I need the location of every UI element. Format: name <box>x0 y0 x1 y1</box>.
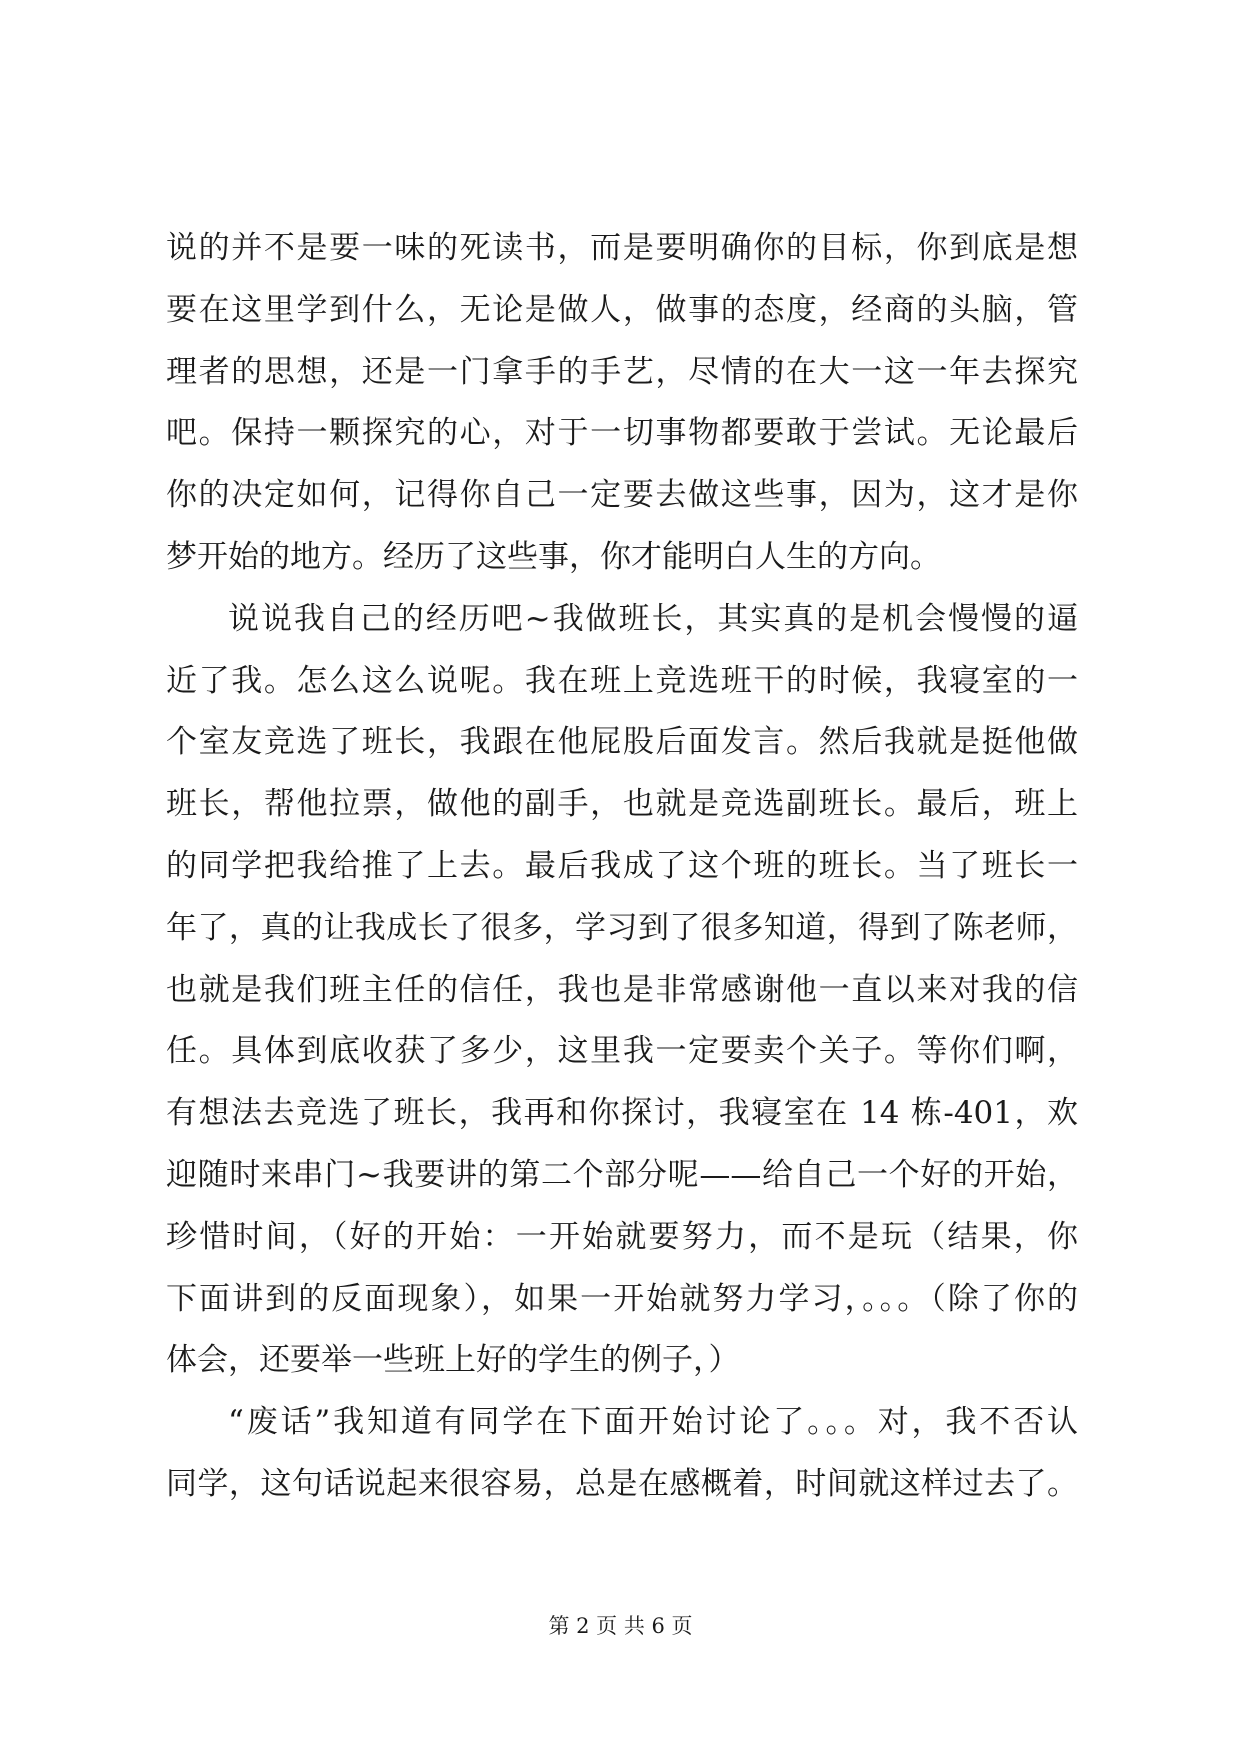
text-line: 说的并不是要一味的死读书，而是要明确你的目标，你到底是想 <box>166 230 1078 266</box>
paragraph-2 <box>166 589 1078 1392</box>
text-line: 有想法去竞选了班长，我再和你探讨，我寝室在 14 栋-401，欢 <box>166 1095 1078 1132</box>
text-line: 班长，帮他拉票，做他的副手，也就是竞选副班长。最后，班上 <box>166 786 1078 823</box>
text-line: 下面讲到的反面现象），如果一开始就努力学习，。。。（除了你的 <box>166 1280 1078 1317</box>
text-line: 同学，这句话说起来很容易，总是在感概着，时间就这样过去了。 <box>166 1465 1078 1502</box>
text-line: 理者的思想，还是一门拿手的手艺，尽情的在大一这一年去探究 <box>166 353 1078 390</box>
page-number-footer: 第 2 页 共 6 页 <box>548 1614 693 1638</box>
document-body <box>166 218 1078 1516</box>
paragraph-3 <box>166 1392 1078 1516</box>
paragraph-1 <box>166 218 1078 589</box>
text-line: 个室友竞选了班长，我跟在他屁股后面发言。然后我就是挺他做 <box>166 724 1078 761</box>
text-line: 的同学把我给推了上去。最后我成了这个班的班长。当了班长一 <box>166 847 1078 884</box>
text-line: 说说我自己的经历吧~我做班长，其实真的是机会慢慢的逼 <box>228 600 1078 637</box>
text-line: 任。具体到底收获了多少，这里我一定要卖个关子。等你们啊， <box>166 1033 1078 1070</box>
text-line: 要在这里学到什么，无论是做人，做事的态度，经商的头脑，管 <box>166 291 1078 328</box>
text-line: “废话”我知道有同学在下面开始讨论了。。。对，我不否认 <box>228 1404 1078 1441</box>
text-line: 近了我。怎么这么说呢。我在班上竞选班干的时候，我寝室的一 <box>166 662 1078 699</box>
text-line: 珍惜时间，（好的开始：一开始就要努力，而不是玩（结果，你 <box>166 1218 1078 1255</box>
text-line: 年了，真的让我成长了很多，学习到了很多知道，得到了陈老师， <box>166 909 1078 946</box>
text-line: 也就是我们班主任的信任，我也是非常感谢他一直以来对我的信 <box>166 971 1078 1008</box>
text-line: 迎随时来串门~我要讲的第二个部分呢——给自己一个好的开始， <box>166 1156 1078 1193</box>
text-line: 梦开始的地方。经历了这些事，你才能明白人生的方向。 <box>166 538 941 575</box>
text-line: 体会，还要举一些班上好的学生的例子，） <box>166 1342 740 1379</box>
text-line: 你的决定如何，记得你自己一定要去做这些事，因为，这才是你 <box>166 477 1078 514</box>
text-line: 吧。保持一颗探究的心，对于一切事物都要敢于尝试。无论最后 <box>166 415 1078 452</box>
